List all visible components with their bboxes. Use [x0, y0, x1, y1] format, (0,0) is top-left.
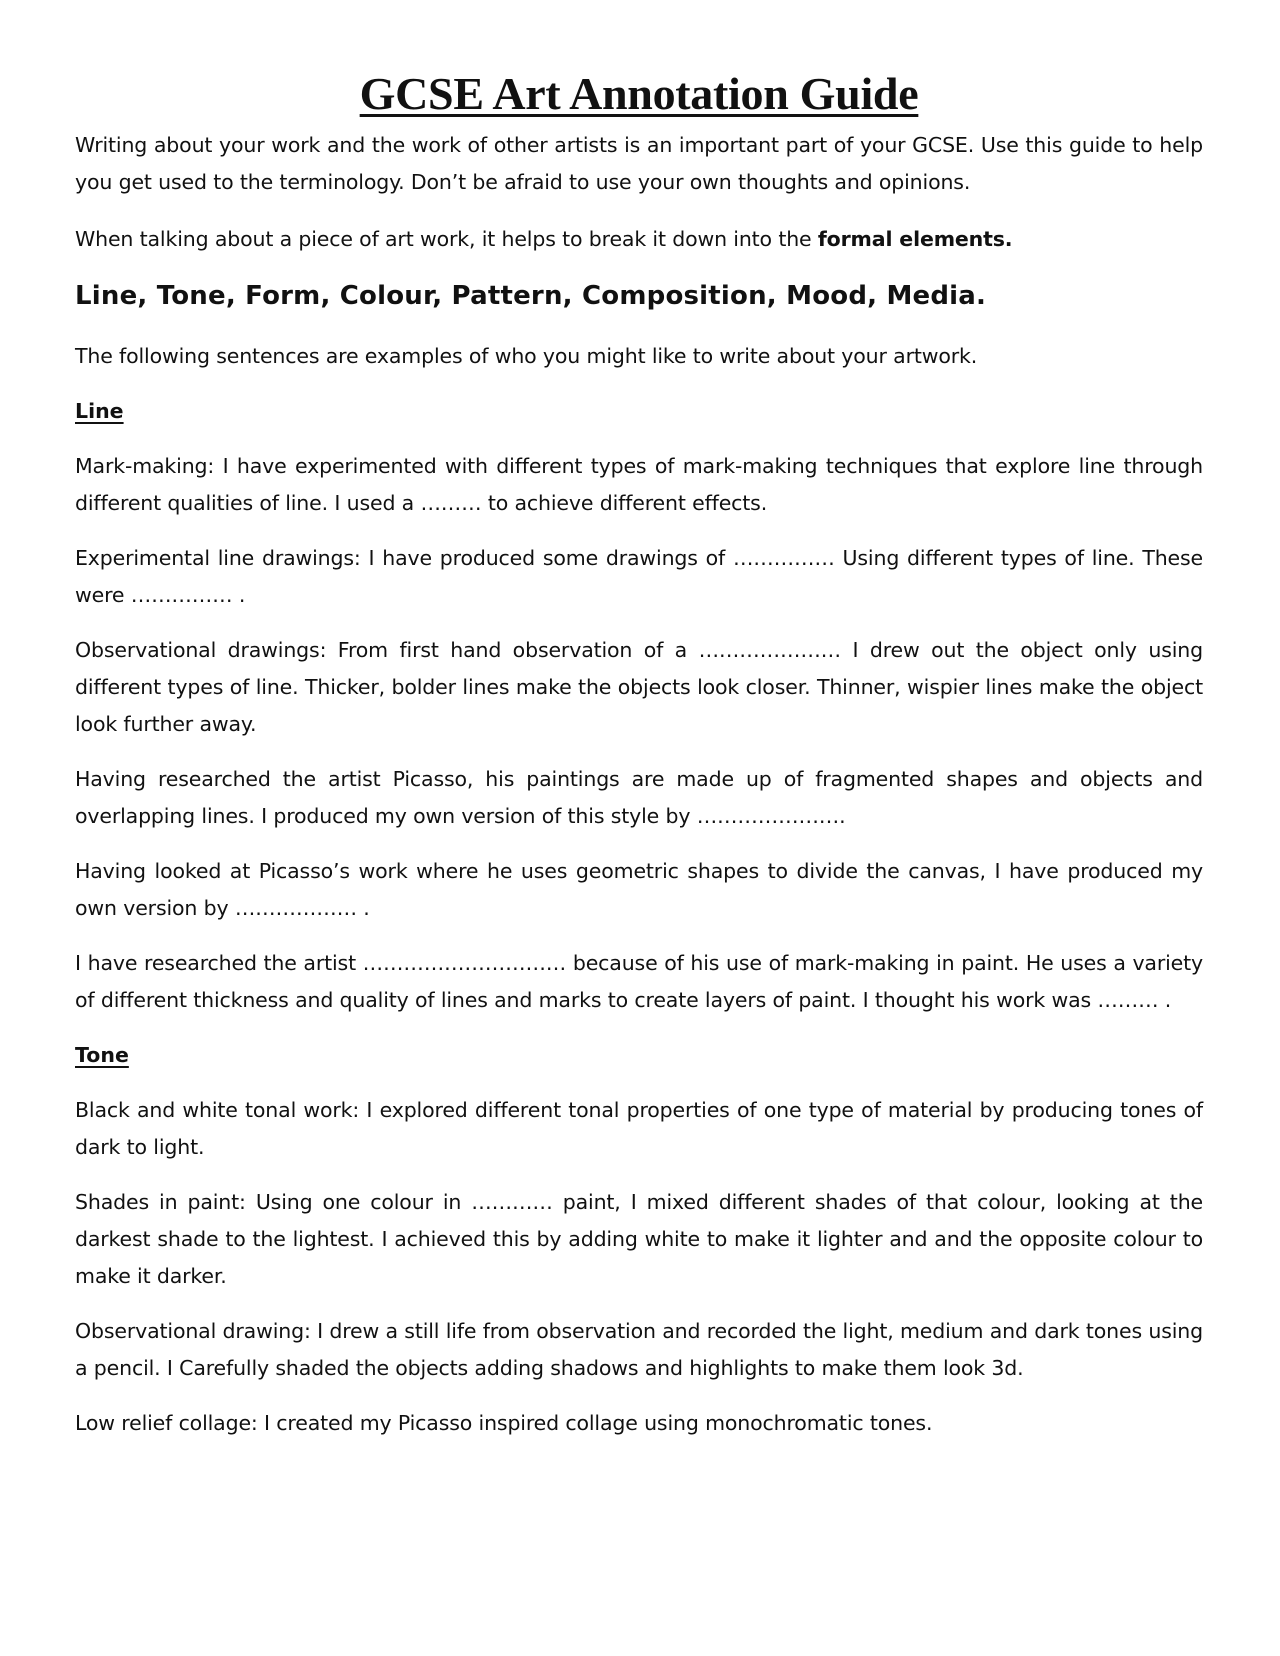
section-heading-line: Line — [75, 398, 124, 423]
line-paragraph-artist-research: I have researched the artist ………………………… because of his use of mark-making in paint. He uses a variety of different thickness and quality of lines and marks to create layers of paint. I thought his work was ……… . — [75, 950, 1203, 1012]
section-heading-tone: Tone — [75, 1042, 129, 1067]
line-paragraph-picasso-style: Having researched the artist Picasso, his paintings are made up of fragmented shapes and objects and overlapping lines. I produced my own version of this style by …………………. — [75, 766, 1203, 828]
line-paragraph-experimental: Experimental line drawings: I have produced some drawings of …………… Using different types of line. These were …………… . — [75, 545, 1203, 607]
document-page — [75, 68, 1203, 1460]
intro-paragraph: Writing about your work and the work of other artists is an important part of your GCSE. Use this guide to help you get used to the terminology. Don’t be afraid to use your own thoughts and opinions. — [75, 132, 1203, 194]
formal-elements-intro-text: When talking about a piece of art work, it helps to break it down into the — [75, 226, 818, 251]
page-title: GCSE Art Annotation Guide — [359, 68, 919, 119]
tone-paragraph-black-white: Black and white tonal work: I explored different tonal properties of one type of material by producing tones of dark to light. — [75, 1097, 1203, 1159]
line-paragraph-observational: Observational drawings: From first hand observation of a ………………… I drew out the object only using different types of line. Thicker, bolder lines make the objects look closer. Thinner, wispier lines make the object look further away. — [75, 637, 1203, 736]
line-paragraph-picasso-geometric: Having looked at Picasso’s work where he uses geometric shapes to divide the canvas, I have produced my own version by ……………… . — [75, 858, 1203, 920]
examples-intro: The following sentences are examples of who you might like to write about your artwork. — [75, 343, 978, 368]
line-paragraph-mark-making: Mark-making: I have experimented with different types of mark-making techniques that explore line through different qualities of line. I used a ……… to achieve different effects. — [75, 453, 1203, 515]
tone-paragraph-shades-paint: Shades in paint: Using one colour in ………… paint, I mixed different shades of that colour, looking at the darkest shade to the lightest. I achieved this by adding white to make it lighter and and the opposite colour to make it darker. — [75, 1189, 1203, 1288]
formal-elements-term: formal elements. — [817, 226, 1013, 251]
tone-paragraph-observational: Observational drawing: I drew a still life from observation and recorded the light, medium and dark tones using a pencil. I Carefully shaded the objects adding shadows and highlights to make them look 3d. — [75, 1318, 1203, 1380]
formal-elements-intro — [75, 221, 1203, 258]
formal-elements-list: Line, Tone, Form, Colour, Pattern, Composition, Mood, Media. — [75, 280, 987, 311]
tone-paragraph-collage: Low relief collage: I created my Picasso inspired collage using monochromatic tones. — [75, 1410, 933, 1435]
